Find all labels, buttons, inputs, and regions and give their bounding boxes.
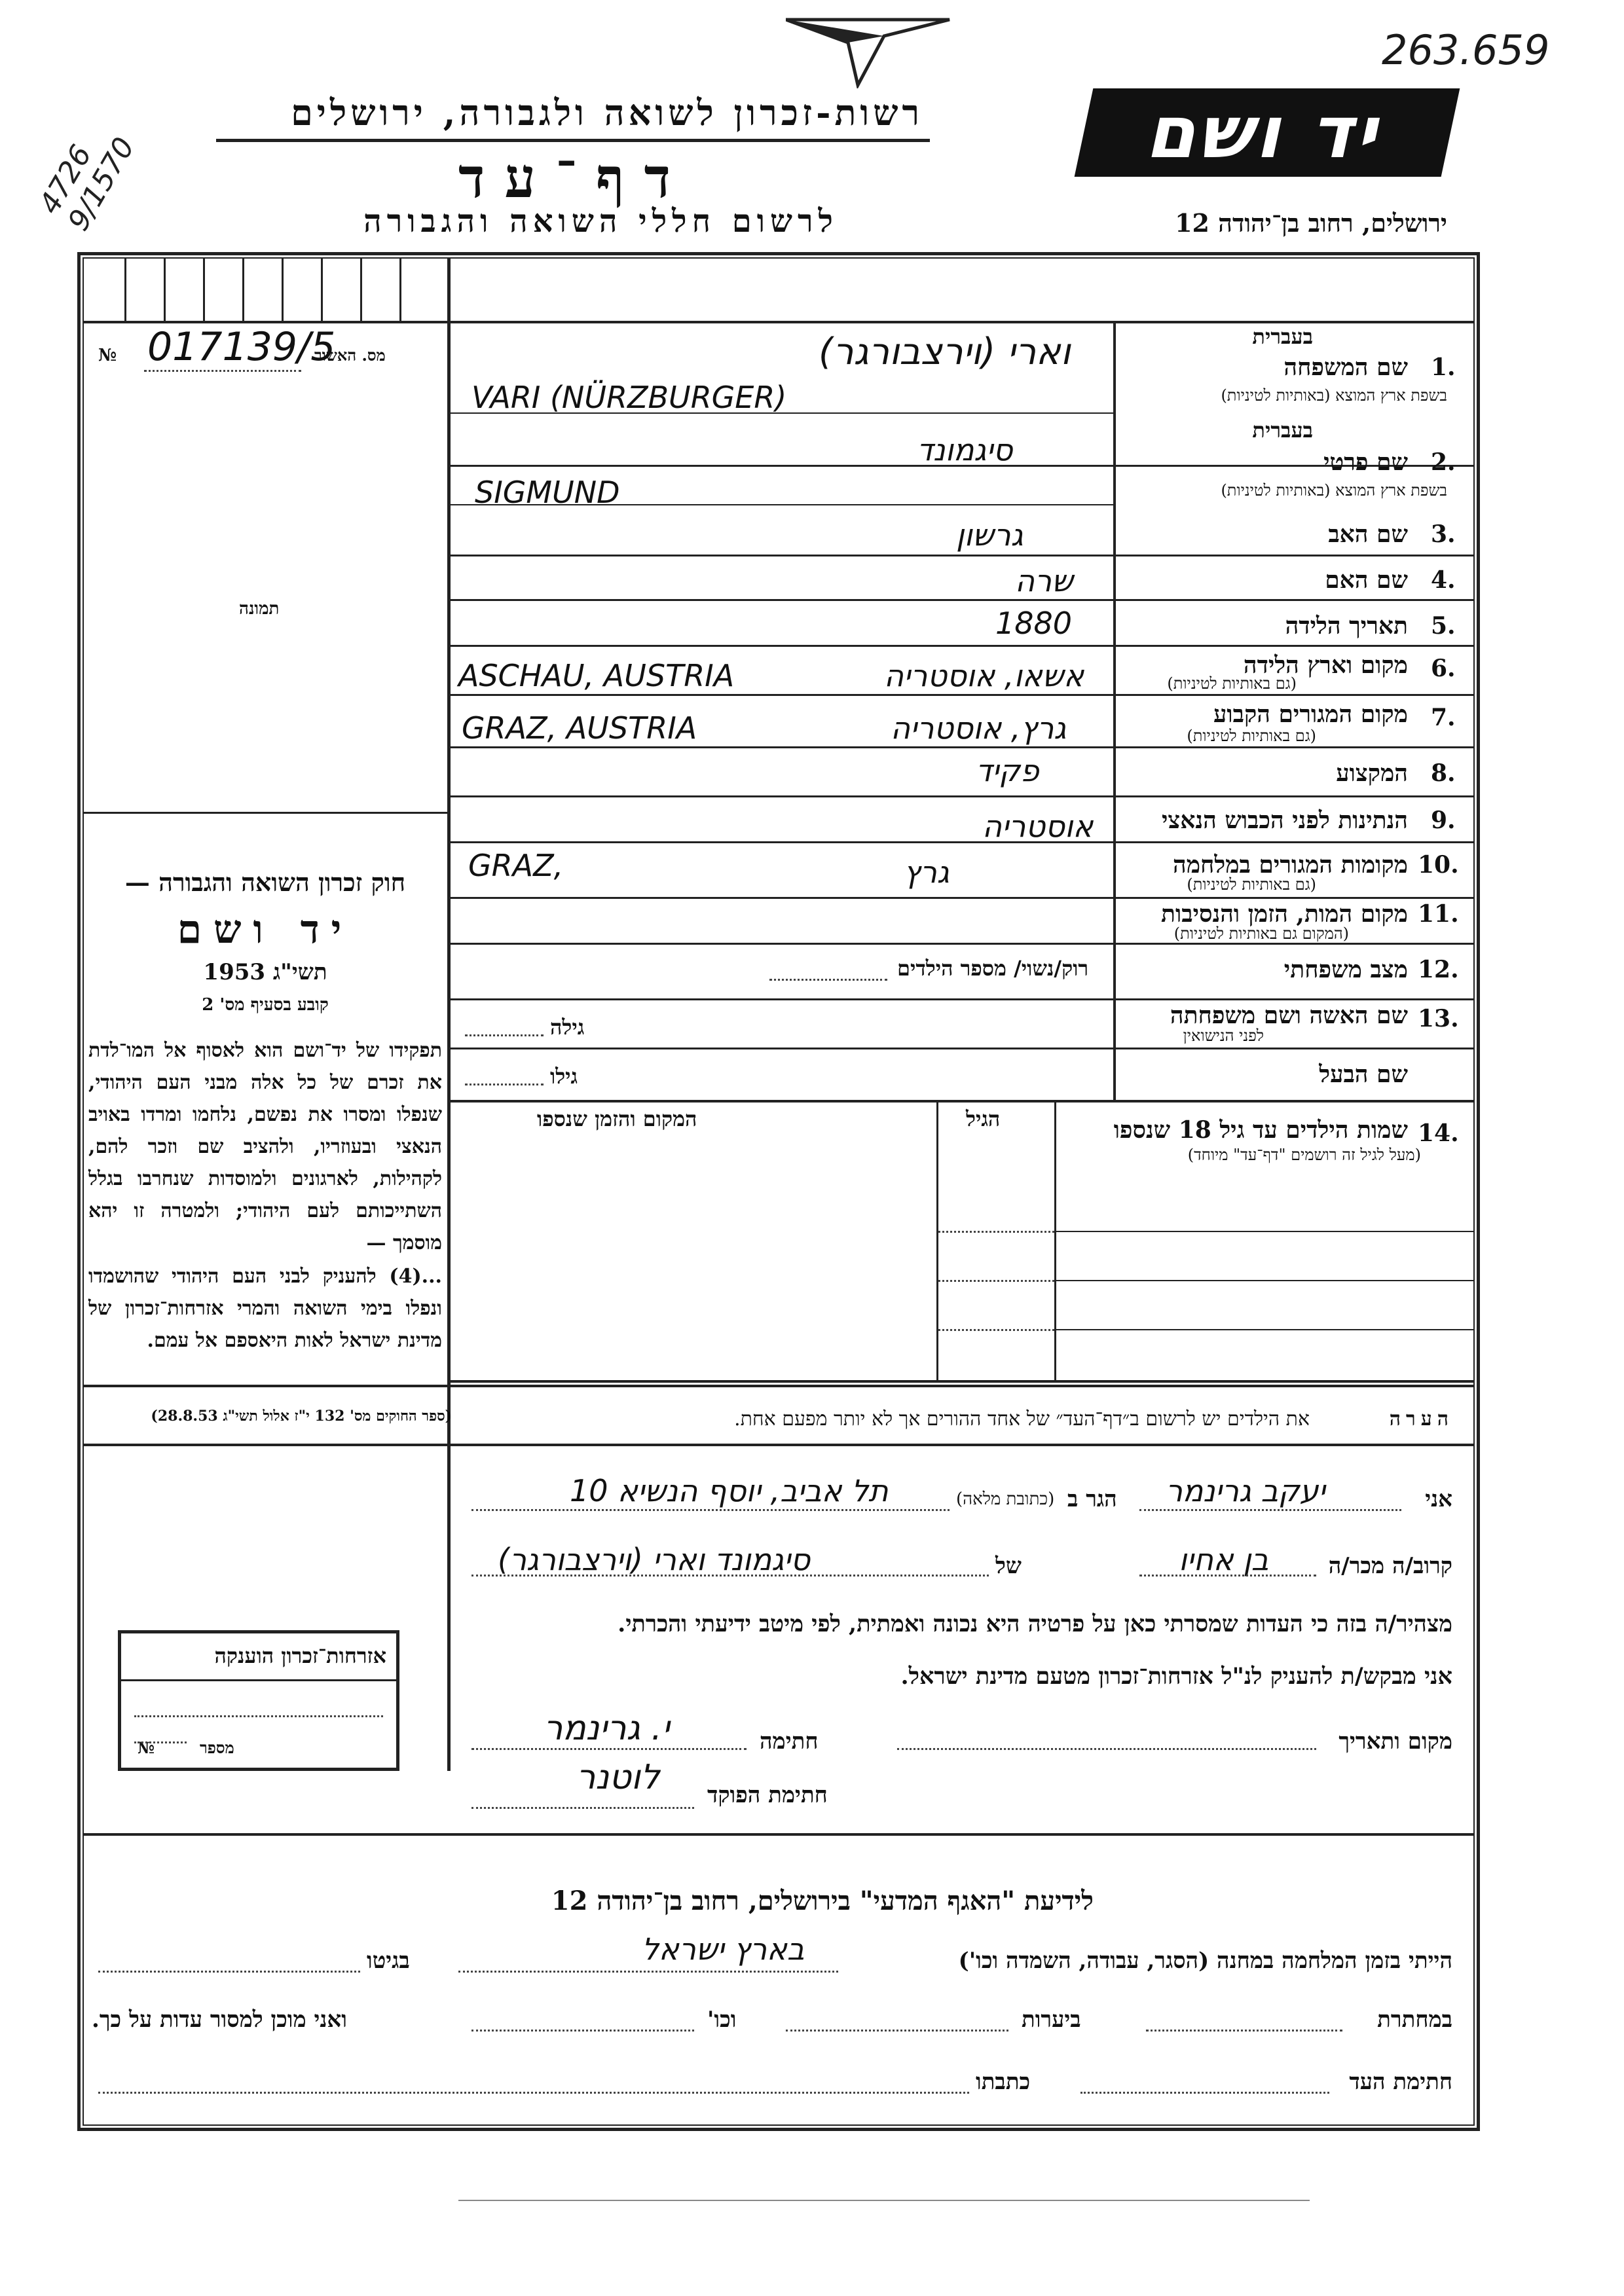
header-address: ירושלים, רחוב בן־יהודה 12 — [1175, 208, 1447, 238]
page-bottom-rule — [458, 2200, 1310, 2201]
field-8-label: המקצוע — [1336, 759, 1408, 787]
field-2-value-lat: SIGMUND — [475, 475, 620, 510]
field-6-note: (גם באותיות לטיניות) — [1167, 674, 1297, 693]
field-2-note: בשפת ארץ המוצא (באותיות לטיניות) — [1221, 481, 1447, 500]
field-7-num: 7. — [1431, 704, 1456, 731]
left-column-divider — [447, 259, 451, 1771]
approval-line — [144, 370, 301, 372]
field-3-num: 3. — [1431, 520, 1456, 548]
note-row-bottom — [83, 1444, 1475, 1446]
declaration-gar-label: הגר ב — [1067, 1486, 1117, 1512]
place-date-line — [897, 1748, 1316, 1750]
field-7-value-lat: GRAZ, AUSTRIA — [462, 710, 697, 746]
field-12-value: רוק/נשוי/ מספר הילדים — [897, 956, 1089, 981]
top-row-divider — [83, 321, 1475, 323]
citizenship-box — [118, 1630, 399, 1771]
note-row-top — [83, 1385, 1475, 1387]
field-1-heb-tag: בעברית — [1252, 324, 1313, 349]
declarant-address: תל אביב, יוסף הנשיא 10 — [570, 1473, 889, 1508]
field-7-value-he: גרץ, אוסטריה — [891, 710, 1067, 746]
relative-line — [1139, 1575, 1316, 1576]
testimony-ready: ואני מוכן למסור עדות על כך. — [92, 2007, 347, 2033]
photo-label: תמונה — [239, 599, 280, 619]
law-name: יד ושם — [177, 907, 354, 953]
field-1-label: שם המשפחה — [1283, 354, 1408, 381]
bottom-section-top — [83, 1833, 1475, 1836]
declaration-ani: אני — [1425, 1486, 1452, 1512]
children-age-header: הגיל — [966, 1106, 1001, 1131]
etc-label: וכו' — [707, 2007, 737, 2033]
field-10-value-lat: GRAZ, — [468, 848, 564, 883]
field-1-value-he: וארי (וירצבורגר) — [819, 331, 1071, 373]
authority-underline — [216, 139, 930, 142]
field-4-label: שם האם — [1325, 566, 1408, 594]
field-4-num: 4. — [1431, 566, 1456, 594]
camp-line — [458, 1971, 838, 1973]
camp-value: בארץ ישראל — [642, 1931, 805, 1967]
field-1-value-lat: VARI (NÜRZBURGER) — [471, 380, 787, 415]
law-year: תשי"ג 1953 — [203, 959, 327, 985]
field-12-num: 12. — [1418, 956, 1459, 983]
forests-label: ביערות — [1022, 2007, 1081, 2033]
signature-label: חתימה — [760, 1728, 819, 1755]
field-5-num: 5. — [1431, 612, 1456, 640]
declaration-line-1: מצהיר/ה בזה כי העדות שמסרתי כאן על פרטיה היא נכונה ואמתית, לפי מיטב ידיעתי והכרתי. — [618, 1611, 1452, 1637]
field-6-label: מקום וארץ הלידה — [1243, 651, 1408, 679]
signature-line — [471, 1748, 747, 1750]
archive-number: 263.659 — [1382, 26, 1550, 74]
witness-signature-label: חתימת העד — [1349, 2069, 1452, 2095]
field-10-note: (גם באותיות לטיניות) — [1187, 875, 1316, 894]
declarant-name: יעקב גרינמר — [1166, 1473, 1325, 1508]
children-place-header: המקום והזמן שנספו — [537, 1106, 697, 1131]
field-9-value: אוסטריה — [982, 809, 1094, 844]
field-14-note: (מעל לגיל זה רושמים "דף־עד" מיוחד) — [1187, 1146, 1421, 1164]
law-paragraph-1: תפקידו של יד־ושם הוא לאסוף אל המו־לדת את זכרם של כל אלה מבני העם היהודי, שנפלו ומסרו את נפשם, נלחמו ומרדו באויב הנאצי ובעוזריו, ולהציב שם וזכר להם, לקהילות, לארגונים ולמוסדות שנחרבו בגלל השתייכותם לעם היהודי; ולמטרה זו יהא מוסמך — — [88, 1039, 442, 1254]
field-7-note: (גם באותיות לטיניות) — [1187, 727, 1316, 745]
field-8-value: פקיד — [976, 753, 1039, 788]
inspector-line — [471, 1807, 694, 1809]
forests-line — [786, 2030, 1008, 2032]
margin-note-top-left: 4726 9/1570 — [33, 132, 141, 236]
place-date-label: מקום ותאריך — [1338, 1728, 1452, 1755]
children-count-line — [769, 979, 887, 981]
field-2-value-he: סיגמונד — [917, 432, 1013, 467]
field-9-label: הנתינות לפני הכבוש הנאצי — [1161, 807, 1408, 834]
field-3-label: שם האב — [1328, 520, 1408, 548]
field-11-num: 11. — [1418, 900, 1459, 928]
yad-vashem-logo: יד ושם — [1075, 88, 1460, 177]
ghetto-line — [98, 1971, 360, 1973]
field-1-note: בשפת ארץ המוצא (באותיות לטיניות) — [1221, 386, 1447, 405]
field-6-value-he: אשאו, אוסטריה — [884, 658, 1084, 693]
ghetto-label: בגיטו — [367, 1948, 410, 1974]
declaration-line-2: אני מבקש/ת להעניק לנ"ל אזרחות־זכרון מטעם מדינת ישראל. — [900, 1663, 1452, 1690]
signature-value: י. גרינמר — [544, 1709, 670, 1748]
field-10-value-he: גרץ — [904, 854, 950, 890]
field-13-note: לפני הנישואין — [1183, 1027, 1264, 1045]
inspector-label: חתימת הפוקד — [707, 1782, 828, 1808]
approval-suffix: № — [98, 346, 117, 365]
approval-label: מס. האשור — [314, 346, 386, 365]
law-section: קובע בסעיף מס' 2 — [202, 995, 329, 1015]
field-2-heb-tag: בעברית — [1252, 418, 1313, 443]
field-13-age-label: גילה — [550, 1015, 585, 1040]
law-paragraph-2: ...(4) להעניק לבני העם היהודי שהושמדו ונפלו בימי השואה והמרי אזרחות־זכרון של מדינת ישראל לאות היאספם אל עמם. — [88, 1265, 442, 1352]
label-column-divider — [1113, 321, 1116, 1100]
approval-number: 017139/5 — [147, 324, 336, 370]
citizenship-title: אזרחות־זכרון הוענקה — [214, 1643, 386, 1668]
witness-signature-line — [1080, 2092, 1329, 2094]
form-subtitle: לרשום חללי השואה והגבורה — [363, 203, 838, 240]
field-10-num: 10. — [1418, 851, 1459, 879]
witness-address-line — [98, 2092, 969, 2094]
citizenship-number-label: מספר — [200, 1738, 234, 1757]
underground-line — [1146, 2030, 1342, 2032]
authority-name: רשות-זכרון לשואה ולגבורה, ירושלים — [291, 92, 923, 134]
declarant-address-line — [471, 1509, 950, 1511]
field-14-label: שמות הילדים עד גיל 18 שנספו — [1113, 1116, 1408, 1144]
relative-value: בן אחיו — [1179, 1542, 1269, 1577]
bottom-title: לידיעת "האגף המדעי" בירושלים, רחוב בן־יהודה 12 — [551, 1886, 1094, 1916]
husband-label: שם הבעל — [1319, 1061, 1408, 1088]
field-12-label: מצב משפחתי — [1283, 956, 1408, 983]
etc-line — [471, 2030, 694, 2032]
children-col-age-right — [1054, 1102, 1056, 1381]
field-5-label: תאריך הלידה — [1285, 612, 1408, 640]
declaration-gar-note: (כתובת מלאה) — [956, 1489, 1055, 1509]
underground-label: במחתרת — [1377, 2007, 1452, 2033]
photo-box-bottom — [83, 812, 447, 814]
field-13-num: 13. — [1418, 1005, 1459, 1032]
field-1-num: 1. — [1431, 354, 1456, 381]
field-7-label: מקום המגורים הקבוע — [1213, 701, 1408, 728]
husband-age-line — [465, 1084, 544, 1085]
witness-address-label: כתבתו — [976, 2069, 1031, 2095]
field-9-num: 9. — [1431, 807, 1456, 834]
form-title: דף־עד — [458, 145, 691, 210]
field-11-label: מקום המות, הזמן והנסיבות — [1161, 900, 1408, 928]
field-2-label: שם פרטי — [1323, 448, 1408, 476]
field-13-label: שם האשה ושם משפחתה — [1170, 1002, 1408, 1029]
field-2-num: 2. — [1431, 448, 1456, 476]
declaration-of-label: של — [995, 1553, 1022, 1579]
plane-mark-icon — [786, 16, 956, 88]
field-10-label: מקומות המגורים במלחמה — [1173, 851, 1408, 879]
children-table-bottom — [447, 1380, 1475, 1383]
note-label: הערה — [1389, 1408, 1454, 1430]
field-4-value: שרה — [1015, 563, 1073, 598]
field-6-num: 6. — [1431, 655, 1456, 682]
children-col-age-left — [936, 1102, 938, 1381]
victim-name: סיגמונד וארי (וירצבורגר) — [498, 1542, 811, 1577]
husband-age-label: גילו — [550, 1064, 578, 1089]
field-6-value-lat: ASCHAU, AUSTRIA — [458, 658, 735, 693]
field-3-value: גרשון — [956, 517, 1024, 553]
declaration-relative-label: קרוב/ה מכר/ה — [1328, 1553, 1452, 1579]
field-5-value: 1880 — [995, 606, 1073, 641]
declarant-name-line — [1139, 1509, 1401, 1511]
note-text: את הילדים יש לרשום ב״דף־העד״ של אחד ההורים אך לא יותר מפעם אחת. — [734, 1408, 1310, 1430]
citizenship-number-suffix: № — [138, 1738, 155, 1757]
law-title: חוק זכרון השואה והגבורה — — [124, 867, 406, 897]
field-11-note: (המקום גם באותיות לטיניות) — [1173, 924, 1349, 943]
field-14-num: 14. — [1418, 1120, 1459, 1147]
field-8-num: 8. — [1431, 759, 1456, 787]
law-reference: (ספר החוקים מס' 132 י"ז אלול תשי"ג 28.8.53) — [151, 1408, 452, 1425]
inspector-signature: לוטנר — [576, 1758, 660, 1797]
victim-name-line — [471, 1575, 989, 1576]
wife-age-line — [465, 1034, 544, 1036]
bottom-line-1: הייתי בזמן המלחמה במחנה (הסגר, עבודה, השמדה וכו') — [958, 1948, 1452, 1974]
